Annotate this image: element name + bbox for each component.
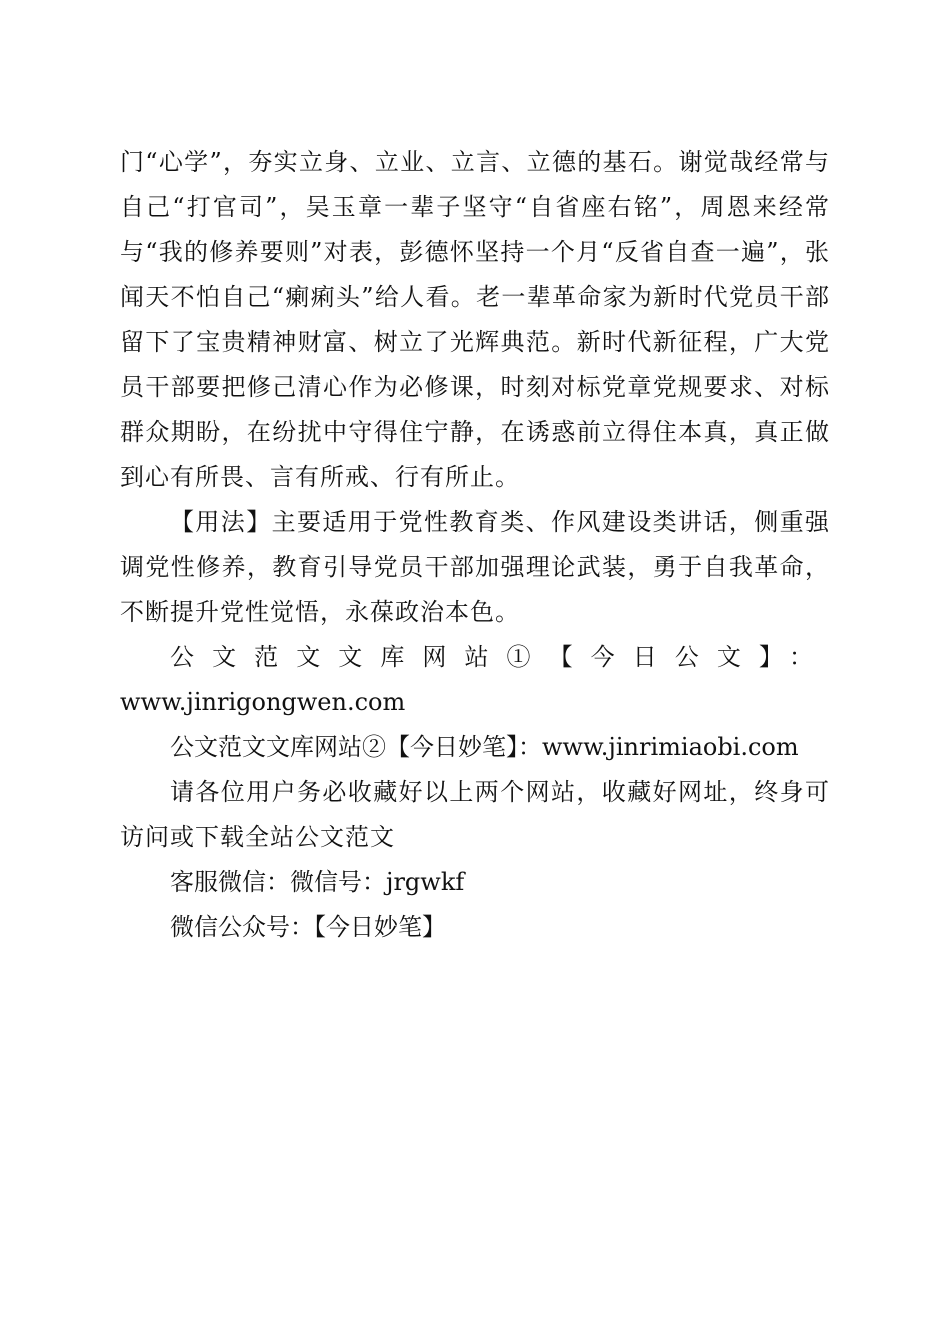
usage-paragraph: 【用法】主要适用于党性教育类、作风建设类讲话，侧重强调党性修养，教育引导党员干部加强理论武装，勇于自我革命，不断提升党性觉悟，永葆政治本色。 [120,508,830,626]
site1-url: www.jinrigongwen.com [120,688,406,716]
official-account: 微信公众号：【今日妙笔】 [170,913,446,941]
bookmark-notice: 请各位用户务必收藏好以上两个网站，收藏好网址，终身可访问或下载全站公文范文 [120,778,830,851]
customer-service-wechat: 客服微信：微信号：jrgwkf [170,868,465,896]
body-paragraph-continuation: 门“心学”，夯实立身、立业、立言、立德的基石。谢觉哉经常与自己“打官司”，吴玉章一辈子坚守“自省座右铭”，周恩来经常与“我的修养要则”对表，彭德怀坚持一个月“反省自查一遍”，张闻天不怕自己“瘌痢头”给人看。老一辈革命家为新时代党员干部留下了宝贵精神财富、树立了光辉典范。新时代新征程，广大党员干部要把修己清心作为必修课，时刻对标党章党规要求、对标群众期盼，在纷扰中守得住宁静，在诱惑前立得住本真，真正做到心有所畏、言有所戒、行有所止。 [120,148,830,491]
site2-line: 公文范文文库网站②【今日妙笔】：www.jinrimiaobi.com [170,733,799,761]
site1-label: 公文范文文库网站①【今日公文】： [170,643,830,671]
document-body [120,140,830,950]
